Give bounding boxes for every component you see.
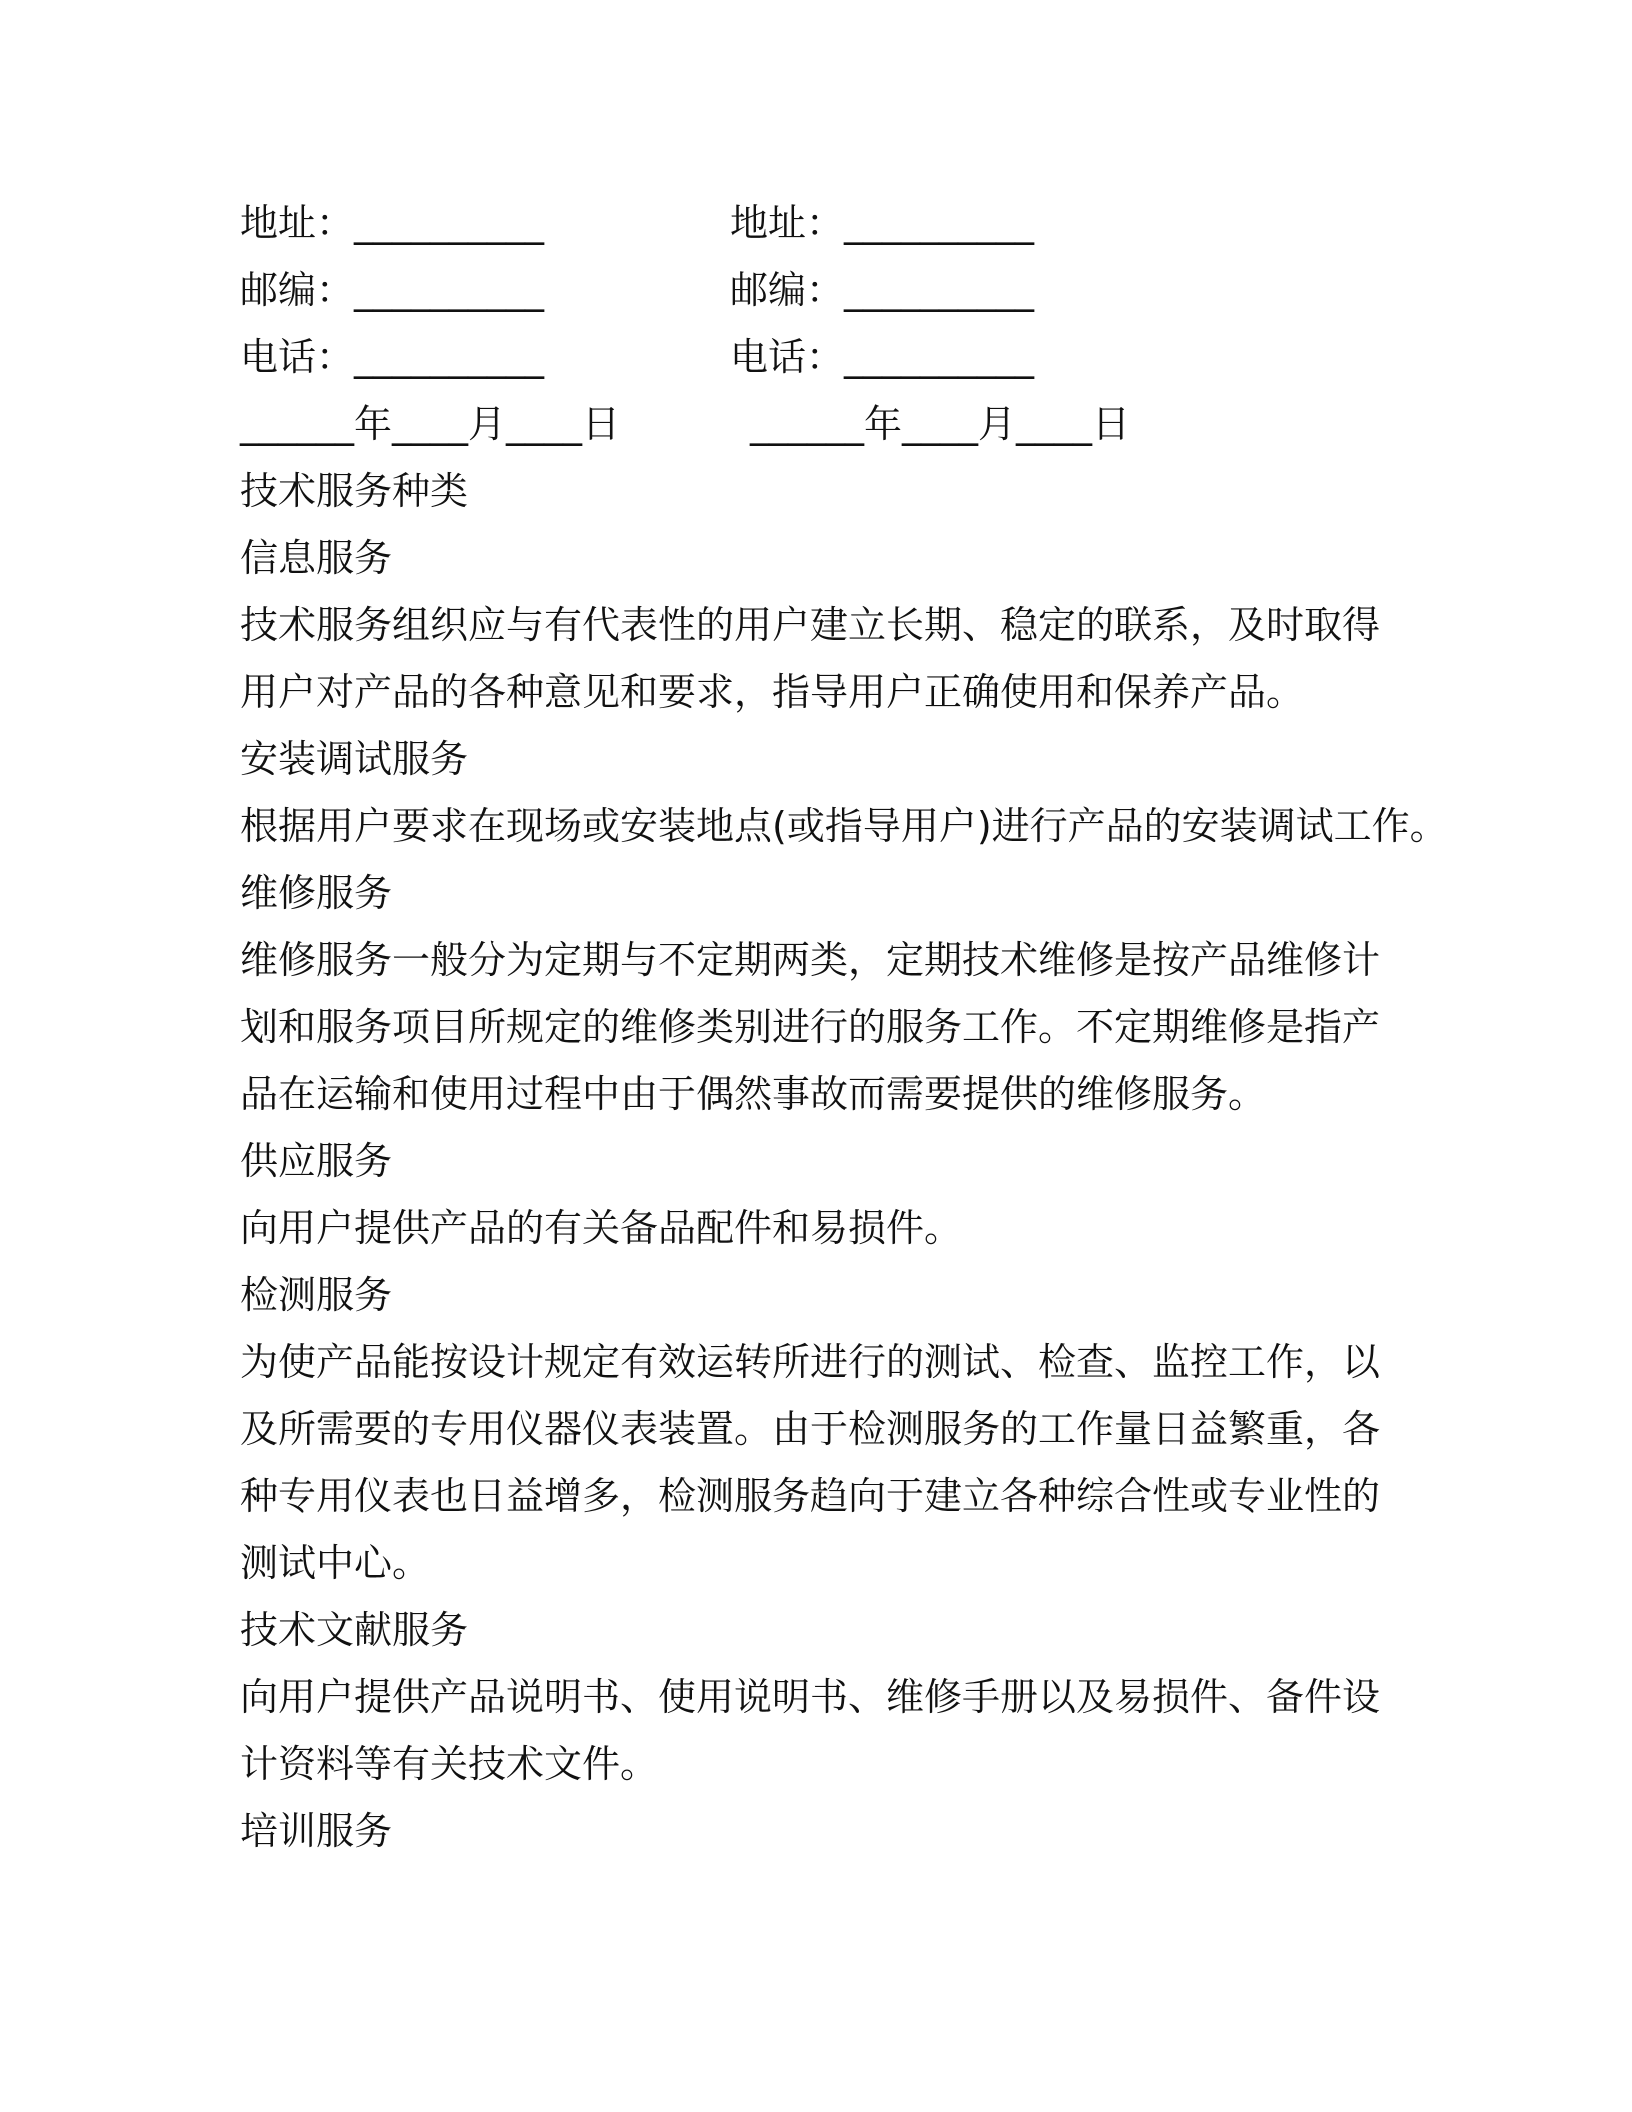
section-title: 供应服务	[240, 1139, 393, 1183]
paragraph-line: 及所需要的专用仪器仪表装置。由于检测服务的工作量日益繁重，各	[240, 1407, 1381, 1451]
party-b-address: 地址：__________	[730, 201, 1035, 245]
paragraph-line: 种专用仪表也日益增多，检测服务趋向于建立各种综合性或专业性的	[240, 1474, 1381, 1518]
paragraph-line: 测试中心。	[240, 1541, 431, 1585]
paragraph-line: 技术服务组织应与有代表性的用户建立长期、稳定的联系，及时取得	[240, 603, 1381, 647]
paragraph-line: 向用户提供产品说明书、使用说明书、维修手册以及易损件、备件设	[240, 1675, 1381, 1719]
party-b-phone: 电话：__________	[730, 335, 1035, 379]
paragraph-line: 品在运输和使用过程中由于偶然事故而需要提供的维修服务。	[240, 1072, 1267, 1116]
party-b-date: ______年____月____日	[750, 402, 1131, 446]
date-row	[240, 391, 1400, 458]
party-b-postcode: 邮编：__________	[730, 268, 1035, 312]
paragraph-line: 划和服务项目所规定的维修类别进行的服务工作。不定期维修是指产	[240, 1005, 1381, 1049]
document-body	[240, 190, 1448, 1865]
paragraph-line: 根据用户要求在现场或安装地点(或指导用户)进行产品的安装调试工作。	[240, 804, 1448, 848]
party-a-date: ______年____月____日	[240, 402, 621, 446]
party-a-postcode: 邮编：__________	[240, 268, 545, 312]
section-title: 技术文献服务	[240, 1608, 469, 1652]
paragraph-line: 向用户提供产品的有关备品配件和易损件。	[240, 1206, 963, 1250]
paragraph-line: 计资料等有关技术文件。	[240, 1742, 659, 1786]
section-title: 信息服务	[240, 536, 393, 580]
party-a-phone: 电话：__________	[240, 335, 545, 379]
section-title: 检测服务	[240, 1273, 393, 1317]
paragraph-line: 为使产品能按设计规定有效运转所进行的测试、检查、监控工作，以	[240, 1340, 1381, 1384]
party-a-address: 地址：__________	[240, 201, 545, 245]
section-title: 维修服务	[240, 871, 393, 915]
address-row	[240, 190, 1400, 257]
phone-row	[240, 324, 1400, 391]
section-title: 培训服务	[240, 1809, 393, 1853]
postcode-row	[240, 257, 1400, 324]
paragraph-line: 维修服务一般分为定期与不定期两类，定期技术维修是按产品维修计	[240, 938, 1381, 982]
paragraph-line: 用户对产品的各种意见和要求，指导用户正确使用和保养产品。	[240, 670, 1305, 714]
section-title: 安装调试服务	[240, 737, 469, 781]
section-heading: 技术服务种类	[240, 469, 469, 513]
